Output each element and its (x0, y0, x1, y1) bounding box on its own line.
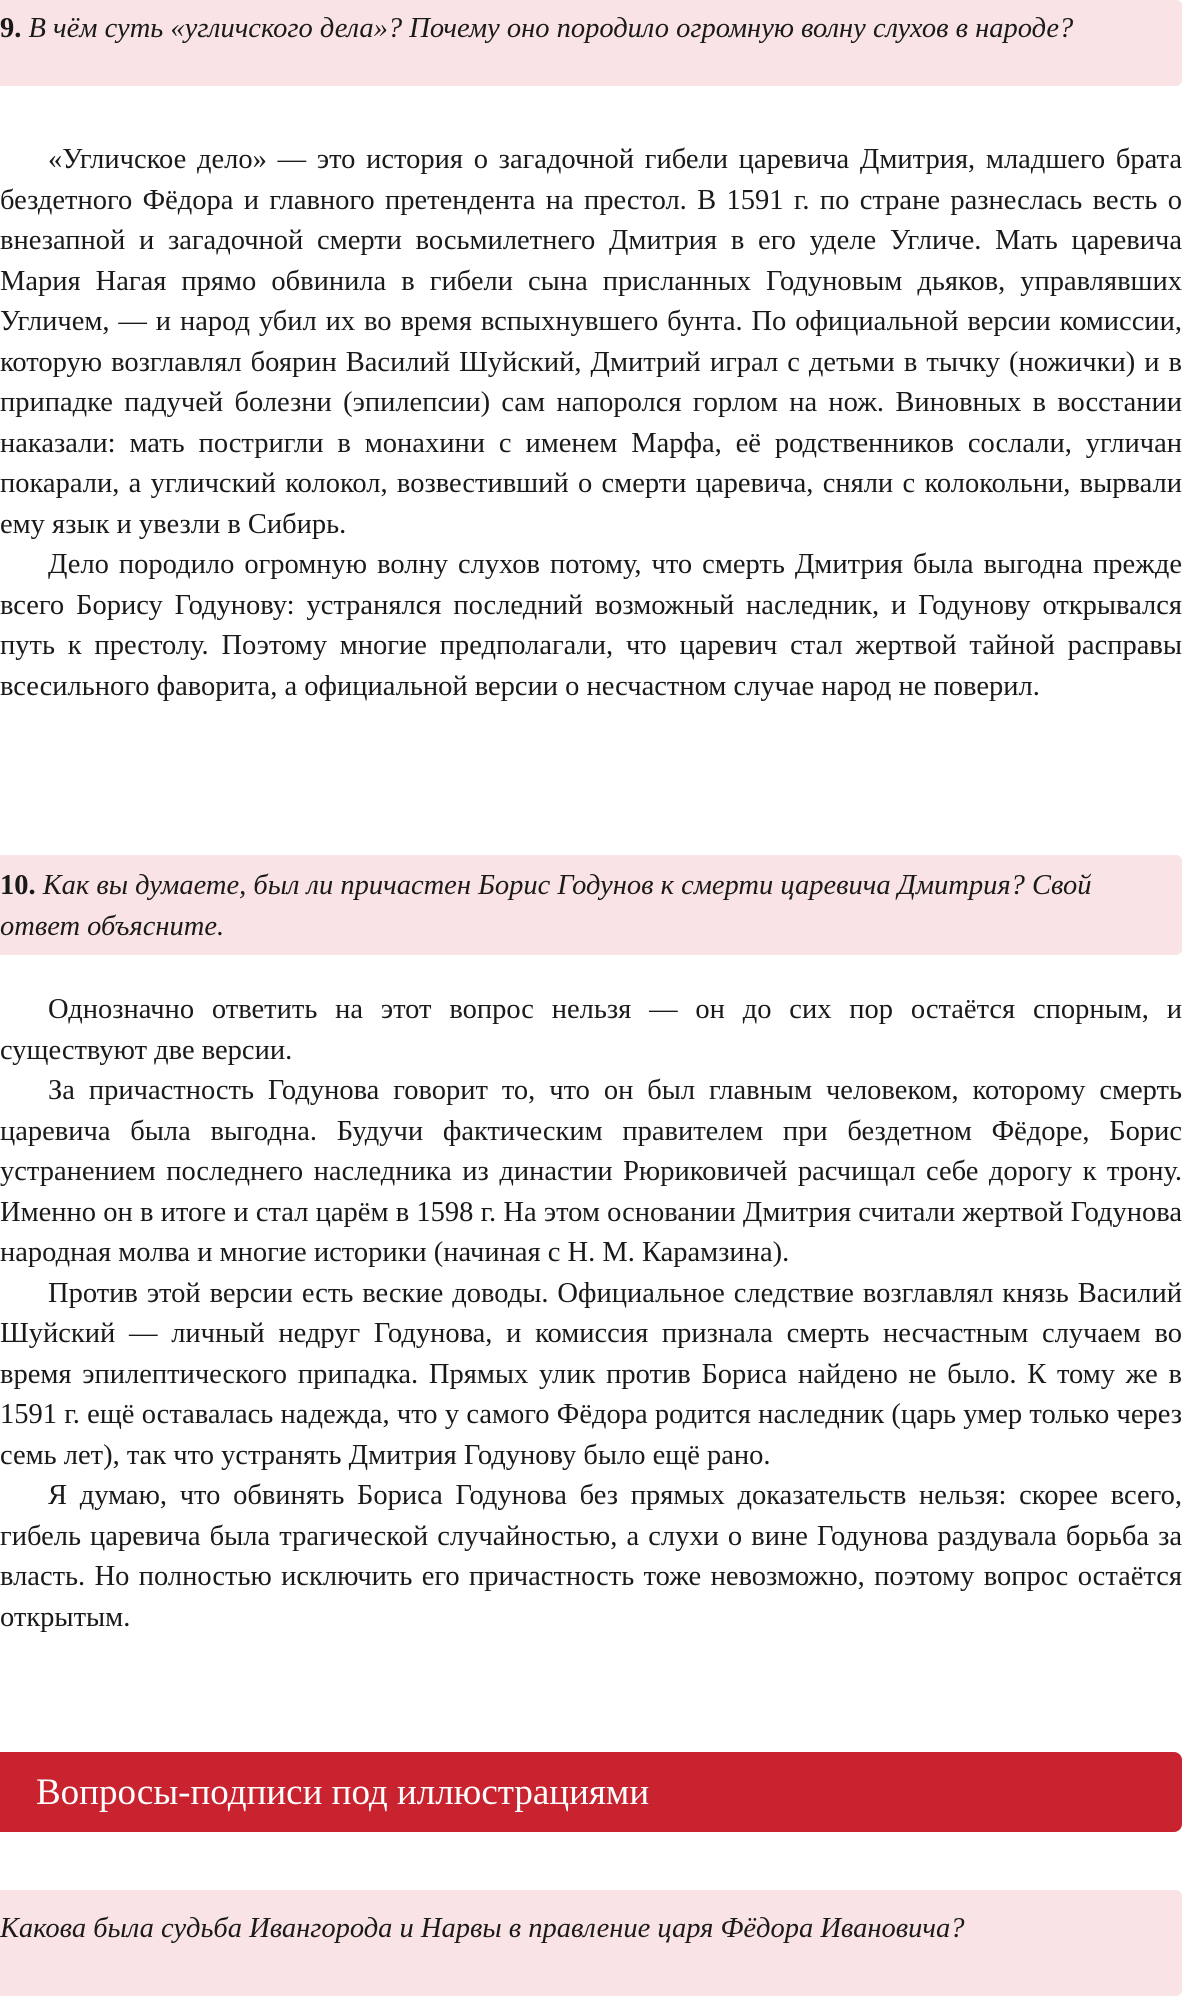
question-text: Как вы думаете, был ли причастен Борис Годунов к смерти царевича Дмитрия? Свой ответ объясните. (0, 870, 1092, 942)
caption-question-box (0, 1890, 1182, 1996)
answer-paragraph: Я думаю, что обвинять Бориса Годунова без прямых доказательств нельзя: скорее всего, гибель царевича была трагической случайностью, а слухи о вине Годунова раздувала борьба за власть. Но полностью исключить его причастность тоже невозможно, поэтому вопрос остаётся открытым. (0, 1480, 1182, 1633)
question-9-box (0, 0, 1182, 86)
answer-9 (0, 140, 1182, 707)
question-text: В чём суть «угличского дела»? Почему оно породило огромную волну слухов в народе? (28, 13, 1074, 44)
answer-paragraph: За причастность Годунова говорит то, что он был главным человеком, которому смерть царевича была выгодна. Будучи фактическим правителем при бездетном Фёдоре, Борис устранением последнего наследника из династии Рюриковичей расчищал себе дорогу к трону. Именно он в итоге и стал царём в 1598 г. На этом основании Дмитрия считали жертвой Годунова народная молва и многие историки (начиная с Н. М. Карамзина). (0, 1075, 1182, 1268)
question-text: Какова была судьба Ивангорода и Нарвы в правление царя Фёдора Ивановича? (0, 1913, 965, 1944)
answer-paragraph: «Угличское дело» — это история о загадочной гибели царевича Дмитрия, младшего брата бездетного Фёдора и главного претендента на престол. В 1591 г. по стране разнеслась весть о внезапной и загадочной смерти восьмилетнего Дмитрия в его уделе Угличе. Мать царевича Мария Нагая прямо обвинила в гибели сына присланных Годуновым дьяков, управлявших Угличем, — и народ убил их во время вспыхнувшего бунта. По официальной версии комиссии, которую возглавлял боярин Василий Шуйский, Дмитрий играл с детьми в тычку (ножички) и в припадке падучей болезни (эпилепсии) сам напоролся горлом на нож. Виновных в восстании наказали: мать постригли в монахини с именем Марфа, её родственников сослали, угличан покарали, а угличский колокол, возвестивший о смерти царевича, сняли с колокольни, вырвали ему язык и увезли в Сибирь. (0, 144, 1182, 540)
answer-10 (0, 990, 1182, 1638)
answer-paragraph: Дело породило огромную волну слухов потому, что смерть Дмитрия была выгодна прежде всего Борису Годунову: устранялся последний возможный наследник, и Годунову открывался путь к престолу. Поэтому многие предполагали, что царевич стал жертвой тайной расправы всесильного фаворита, а официальной версии о несчастном случае народ не поверил. (0, 549, 1182, 702)
question-number: 10. (0, 870, 36, 901)
answer-paragraph: Однозначно ответить на этот вопрос нельзя — он до сих пор остаётся спорным, и существуют две версии. (0, 994, 1182, 1066)
section-title: Вопросы-подписи под иллюстрациями (36, 1771, 650, 1813)
question-10-box (0, 855, 1182, 955)
answer-paragraph: Против этой версии есть веские доводы. Официальное следствие возглавлял князь Василий Шуйский — личный недруг Годунова, и комиссия признала смерть несчастным случаем во время эпилептического припадка. Прямых улик против Бориса найдено не было. К тому же в 1591 г. ещё оставалась надежда, что у самого Фёдора родится наследник (царь умер только через семь лет), так что устранять Дмитрия Годунову было ещё рано. (0, 1277, 1182, 1471)
question-number: 9. (0, 13, 22, 44)
section-banner (0, 1752, 1182, 1832)
